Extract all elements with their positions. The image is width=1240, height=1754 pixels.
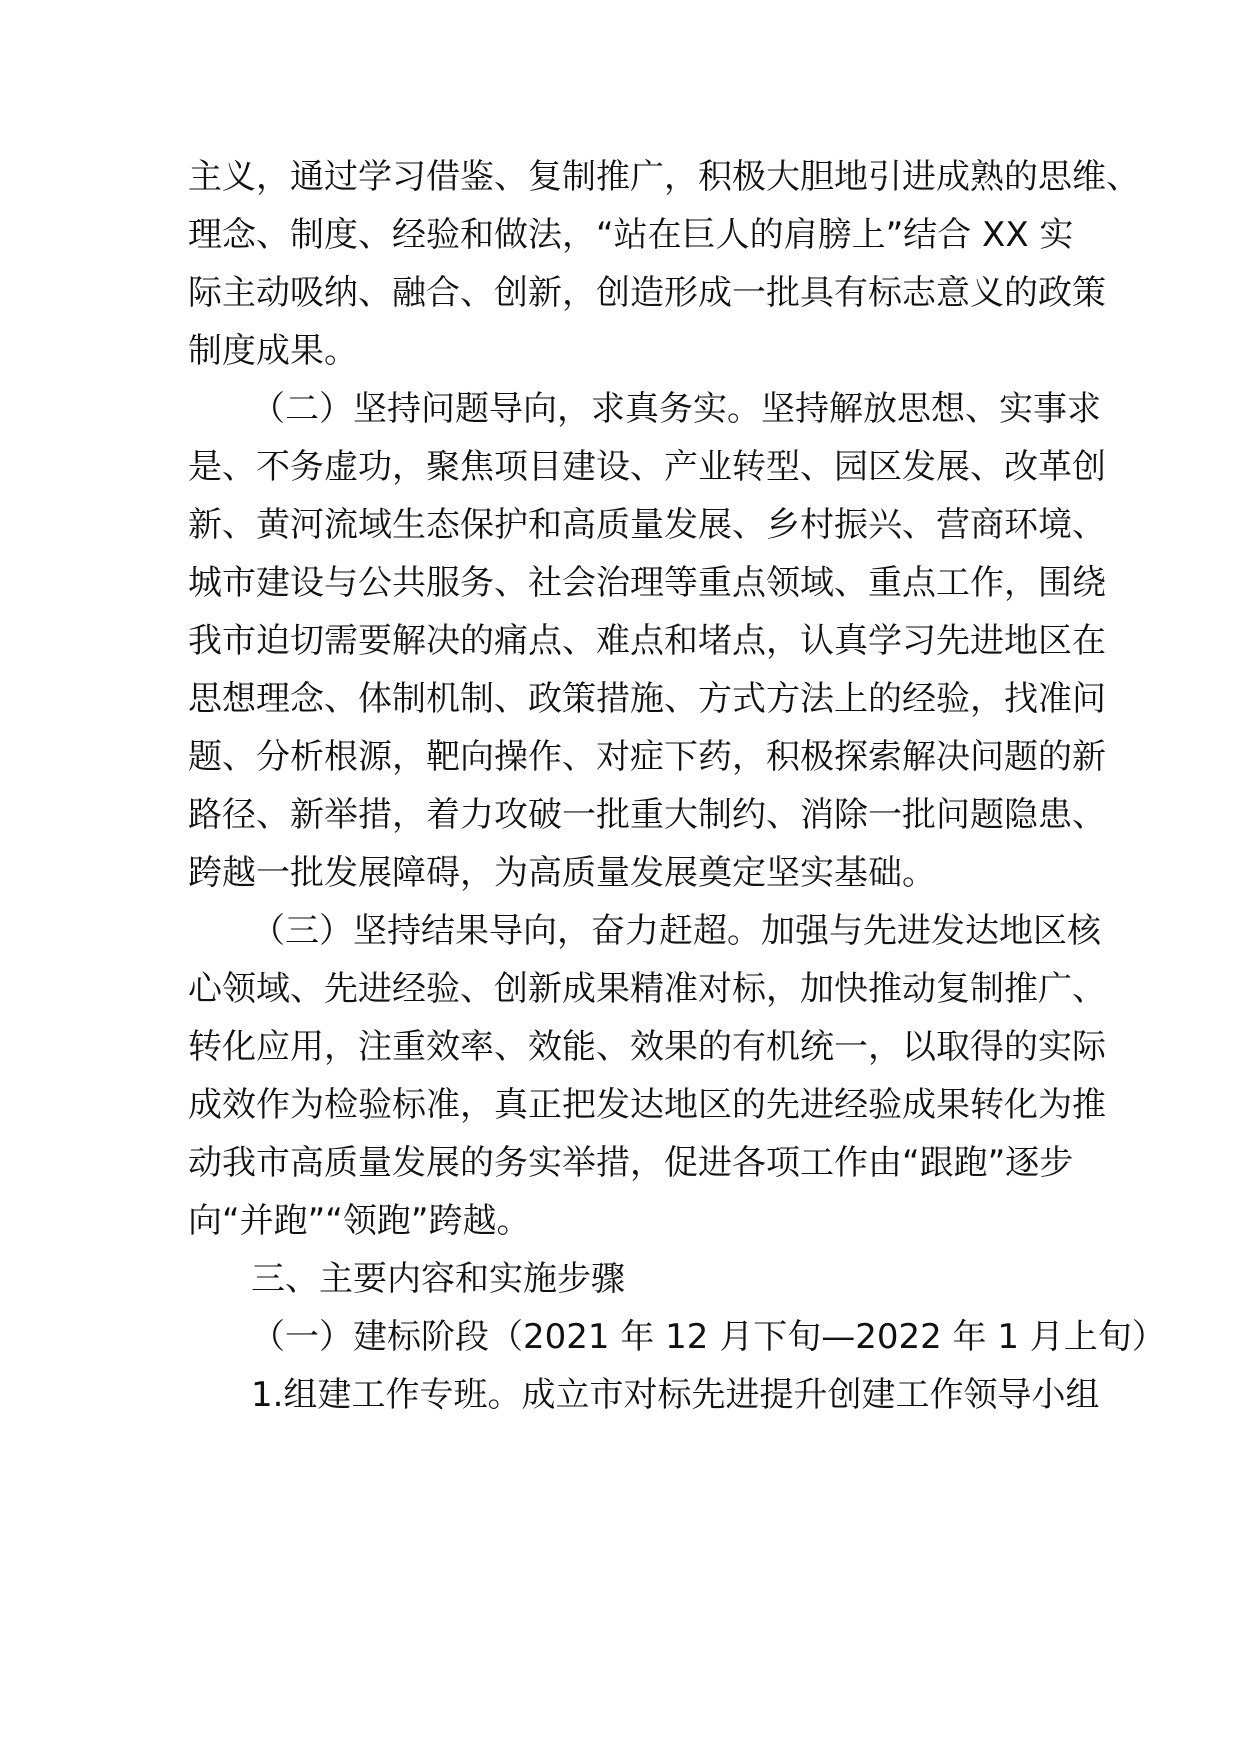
subsection-heading: （一）建标阶段（2021 年 12 月下旬—2022 年 1 月上旬）	[251, 1317, 1166, 1357]
text-line-16: 转化应用，注重效率、效能、效果的有机统一，以取得的实际	[188, 1027, 1106, 1067]
text-line-1: 主义，通过学习借鉴、复制推广，积极大胆地引进成熟的思维、	[188, 157, 1140, 197]
text-line-22: 1.组建工作专班。成立市对标先进提升创建工作领导小组	[251, 1375, 1100, 1415]
text-line-2: 理念、制度、经验和做法，“站在巨人的肩膀上”结合 XX 实	[188, 215, 1074, 255]
text-line-15: 心领域、先进经验、创新成果精准对标，加快推动复制推广、	[188, 969, 1106, 1009]
text-line-12: 路径、新举措，着力攻破一批重大制约、消除一批问题隐患、	[188, 795, 1106, 835]
text-line-5: （二）坚持问题导向，求真务实。坚持解放思想、实事求	[251, 389, 1101, 429]
text-line-10: 思想理念、体制机制、政策措施、方式方法上的经验，找准问	[188, 679, 1106, 719]
text-line-19: 向“并跑”“领跑”跨越。	[188, 1201, 531, 1241]
text-line-4: 制度成果。	[188, 331, 358, 371]
text-line-17: 成效作为检验标准，真正把发达地区的先进经验成果转化为推	[188, 1085, 1106, 1125]
text-line-18: 动我市高质量发展的务实举措，促进各项工作由“跟跑”逐步	[188, 1143, 1074, 1183]
text-line-14: （三）坚持结果导向，奋力赶超。加强与先进发达地区核	[251, 911, 1101, 951]
text-line-3: 际主动吸纳、融合、创新，创造形成一批具有标志意义的政策	[188, 273, 1106, 313]
text-line-9: 我市迫切需要解决的痛点、难点和堵点，认真学习先进地区在	[188, 621, 1106, 661]
text-line-6: 是、不务虚功，聚焦项目建设、产业转型、园区发展、改革创	[188, 447, 1106, 487]
text-line-7: 新、黄河流域生态保护和高质量发展、乡村振兴、营商环境、	[188, 505, 1106, 545]
text-line-13: 跨越一批发展障碍，为高质量发展奠定坚实基础。	[188, 853, 936, 893]
text-line-8: 城市建设与公共服务、社会治理等重点领域、重点工作，围绕	[188, 563, 1106, 603]
text-line-11: 题、分析根源，靶向操作、对症下药，积极探索解决问题的新	[188, 737, 1106, 777]
section-heading: 三、主要内容和实施步骤	[251, 1259, 625, 1299]
